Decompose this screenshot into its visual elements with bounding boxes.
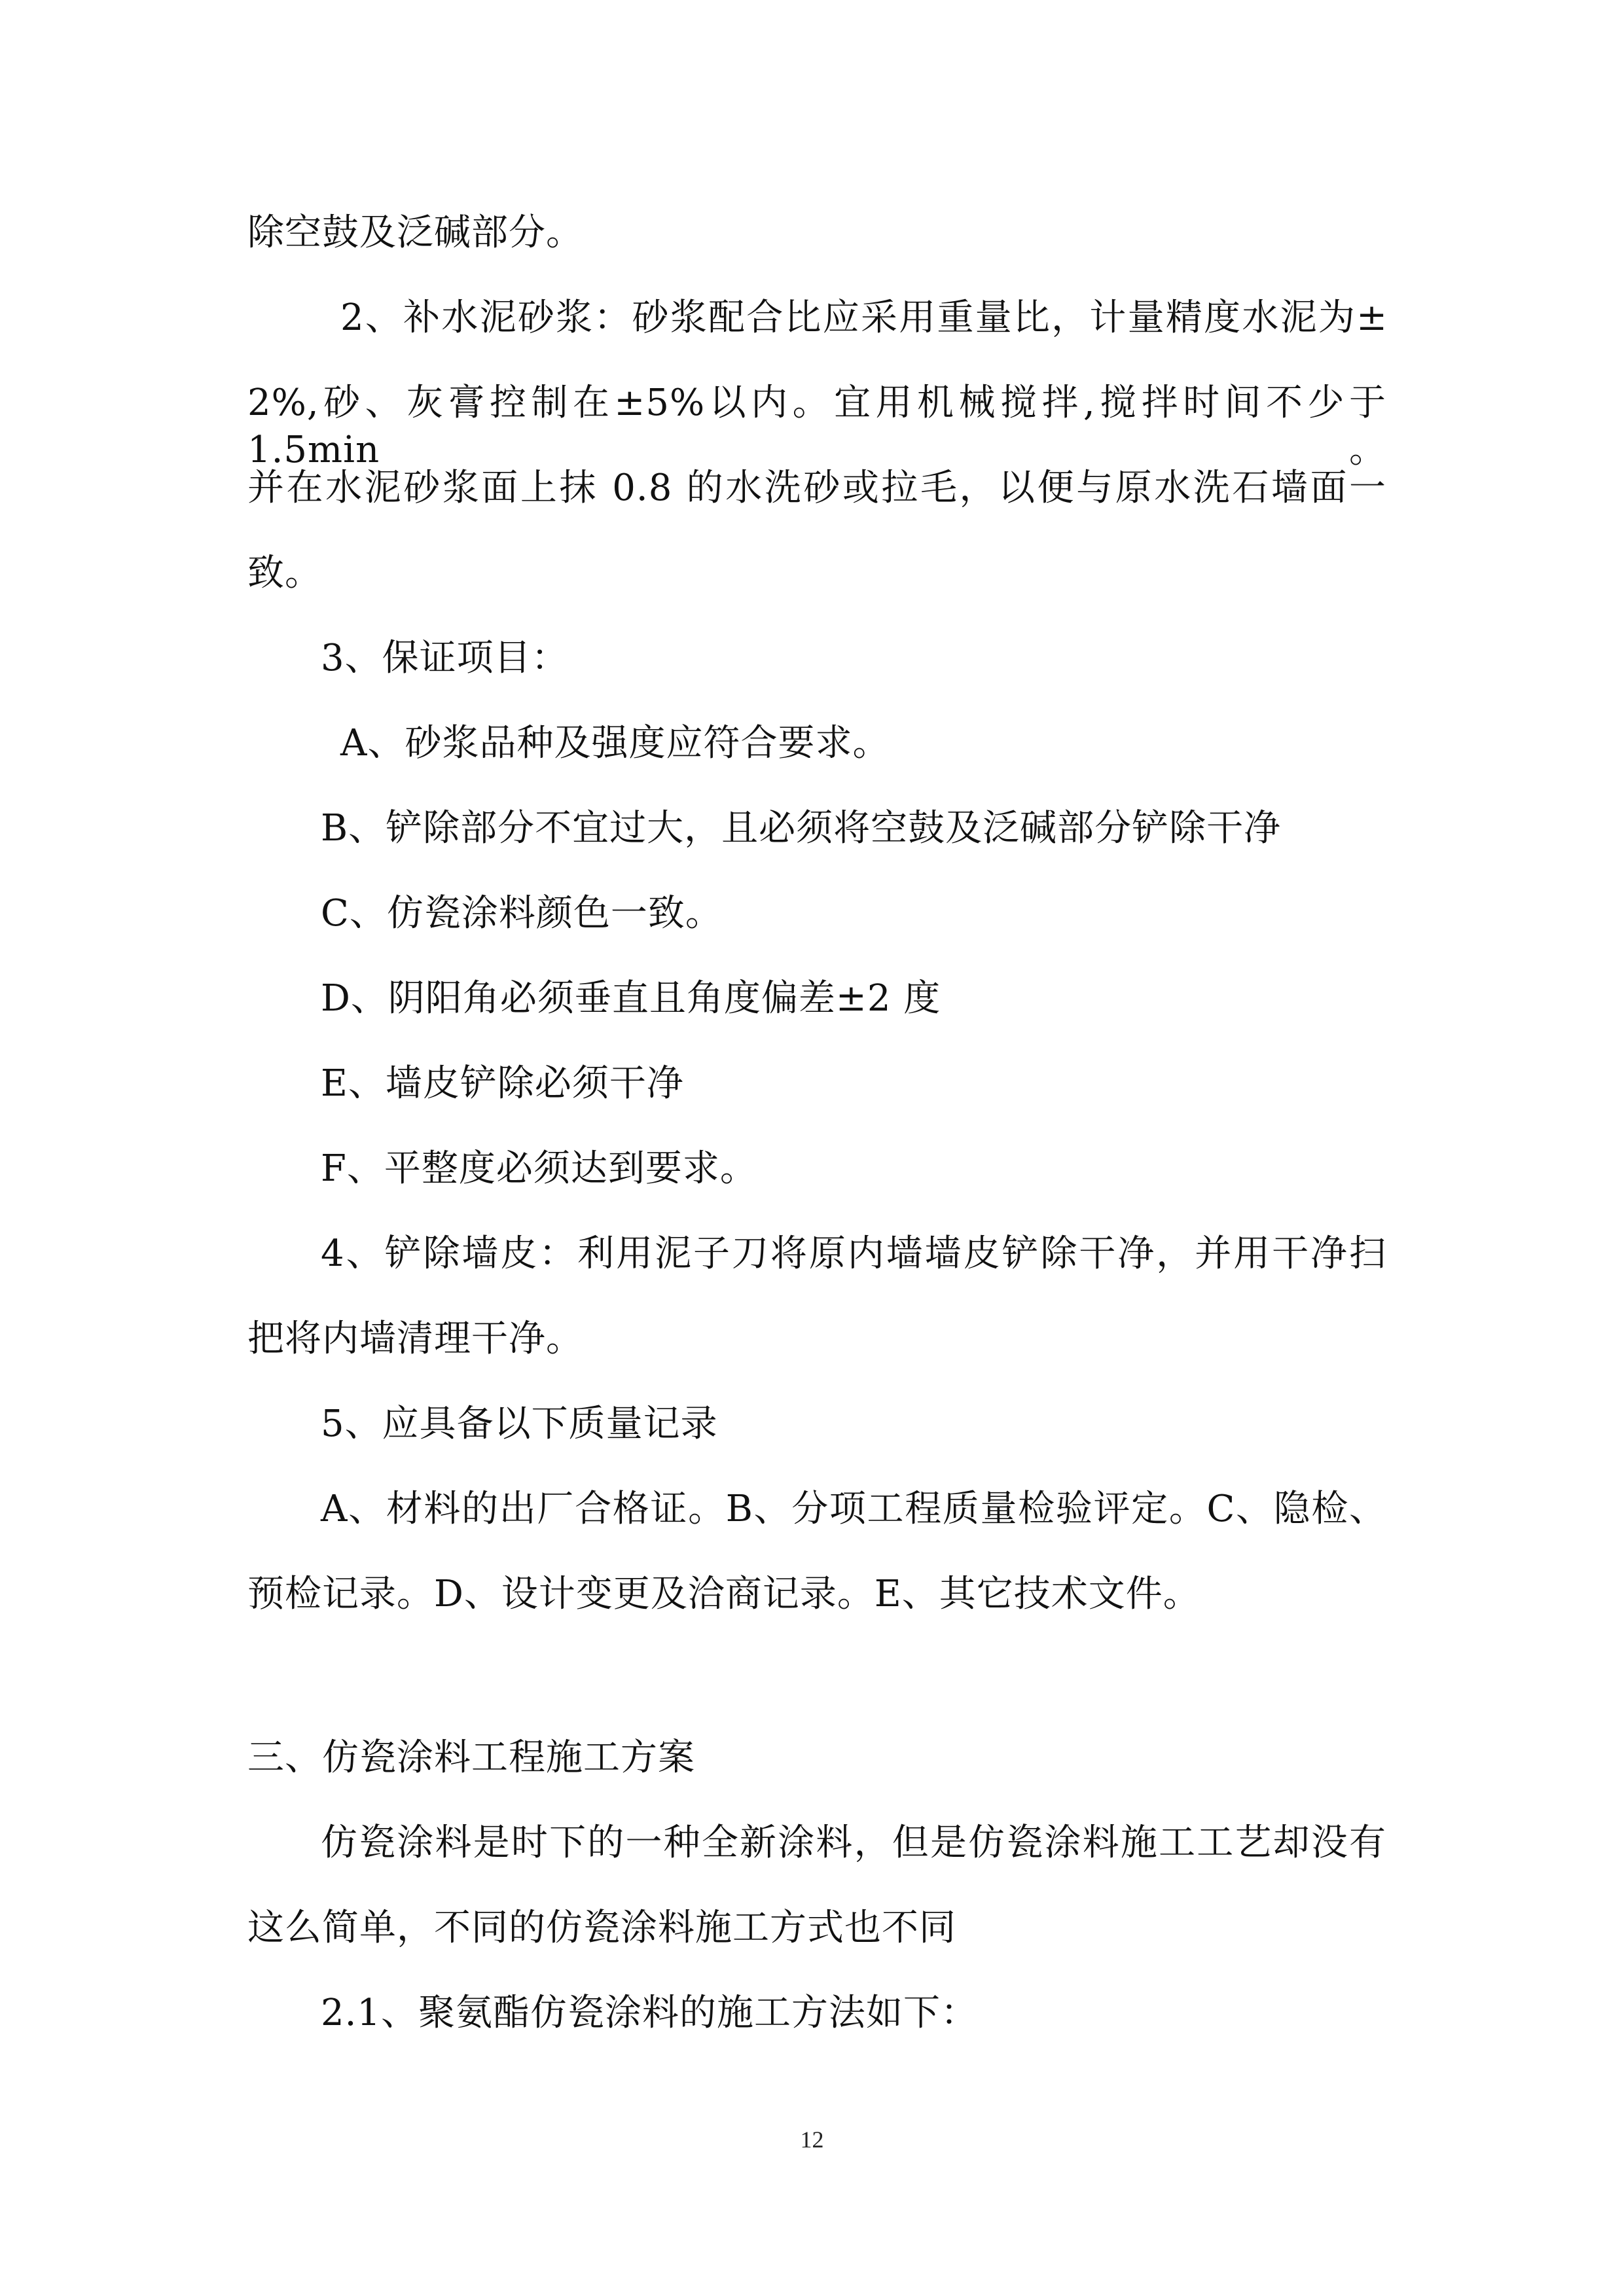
paragraph-line-5: 致。 [247, 552, 322, 594]
paragraph-line-3: 2%,砂、灰膏控制在±5%以内。宜用机械搅拌,搅拌时间不少于1.5min。 [247, 382, 1386, 471]
page-number: 12 [800, 2126, 824, 2153]
subsection-2-1-heading: 2.1、聚氨酯仿瓷涂料的施工方法如下： [321, 1992, 979, 2034]
quality-record-line-1: A、材料的出厂合格证。B、分项工程质量检验评定。C、隐检、 [321, 1488, 1386, 1530]
intro-line-1: 仿瓷涂料是时下的一种全新涂料，但是仿瓷涂料施工工艺却没有 [321, 1821, 1386, 1864]
section-item-4-line-1: 4、铲除墙皮：利用泥子刀将原内墙墙皮铲除干净，并用干净扫 [321, 1232, 1386, 1275]
guarantee-item-e: E、墙皮铲除必须干净 [321, 1062, 684, 1105]
guarantee-item-f: F、平整度必须达到要求。 [321, 1147, 757, 1190]
section-three-heading: 三、仿瓷涂料工程施工方案 [247, 1736, 695, 1779]
section-item-3-heading: 3、保证项目： [321, 637, 569, 679]
paragraph-line-4: 并在水泥砂浆面上抹 0.8 的水洗砂或拉毛，以便与原水洗石墙面一 [247, 467, 1386, 509]
guarantee-item-a: A、砂浆品种及强度应符合要求。 [340, 722, 890, 764]
guarantee-item-c: C、仿瓷涂料颜色一致。 [321, 892, 723, 935]
paragraph-line-1: 除空鼓及泛碱部分。 [247, 211, 583, 254]
intro-line-2: 这么简单，不同的仿瓷涂料施工方式也不同 [247, 1907, 956, 1949]
paragraph-line-2: 2、补水泥砂浆：砂浆配合比应采用重量比，计量精度水泥为± [340, 296, 1388, 339]
section-item-4-line-2: 把将内墙清理干净。 [247, 1318, 583, 1360]
guarantee-item-b: B、铲除部分不宜过大，且必须将空鼓及泛碱部分铲除干净 [321, 807, 1282, 850]
section-item-5-heading: 5、应具备以下质量记录 [321, 1403, 718, 1445]
guarantee-item-d: D、阴阳角必须垂直且角度偏差±2 度 [321, 977, 941, 1020]
quality-record-line-2: 预检记录。D、设计变更及洽商记录。E、其它技术文件。 [247, 1573, 1200, 1615]
